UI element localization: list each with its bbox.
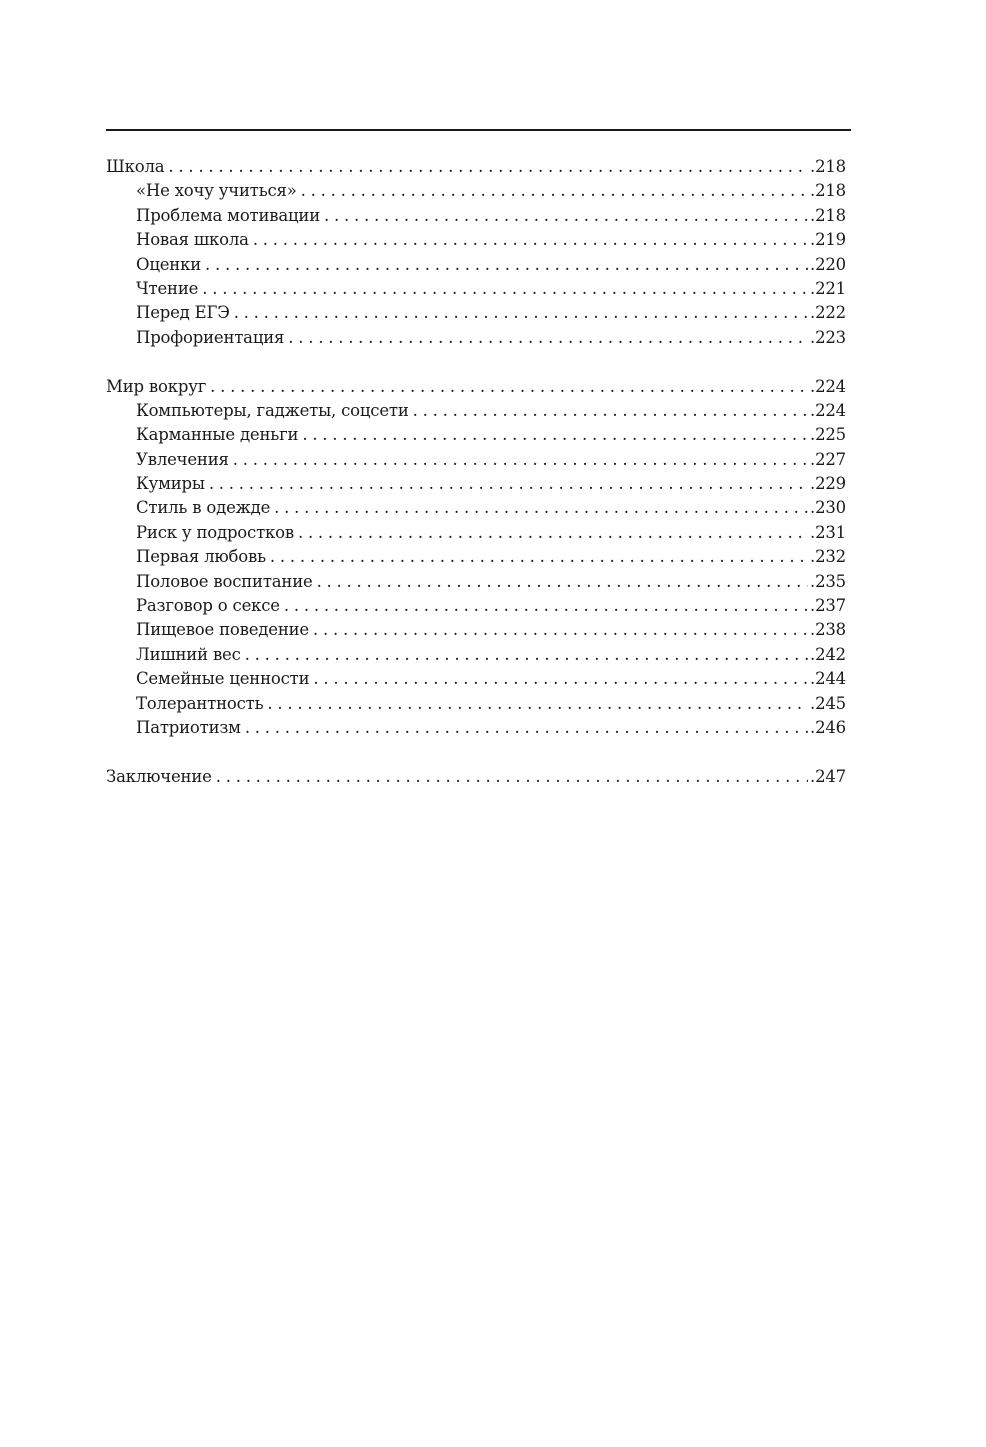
toc-subentry-page: .238 — [810, 620, 846, 640]
toc-entry-page: .218 — [810, 157, 846, 176]
toc-subentry-title: Патриотизм — [136, 717, 241, 737]
toc-subentry-title: Разговор о сексе — [136, 596, 280, 616]
dot-leader — [324, 204, 808, 228]
dot-leader — [298, 521, 808, 545]
toc-subentry-title: Стиль в одежде — [136, 498, 271, 518]
toc-subentry-title: «Не хочу учиться» — [136, 181, 297, 201]
toc-subentry-page: .245 — [810, 693, 846, 713]
dot-leader — [233, 448, 808, 472]
dot-leader — [234, 301, 808, 325]
toc-subentry[interactable] — [106, 277, 846, 301]
toc-subentry[interactable] — [106, 204, 846, 228]
table-of-contents — [106, 155, 846, 814]
toc-subentry-title: Перед ЕГЭ — [136, 303, 230, 323]
toc-subentry-title: Пищевое поведение — [136, 620, 309, 640]
dot-leader — [245, 716, 808, 740]
toc-subentry-page: .218 — [810, 181, 846, 201]
dot-leader — [288, 326, 808, 350]
toc-subentry-page: .237 — [810, 596, 846, 616]
toc-subentry[interactable] — [106, 521, 846, 545]
toc-subentry-title: Кумиры — [136, 474, 205, 494]
toc-subentry-page: .223 — [810, 327, 846, 347]
dot-leader — [302, 423, 808, 447]
dot-leader — [317, 570, 808, 594]
toc-subentry-page: .224 — [810, 400, 846, 420]
toc-subentry[interactable] — [106, 179, 846, 203]
toc-subentry[interactable] — [106, 448, 846, 472]
toc-entry[interactable] — [106, 765, 846, 789]
toc-entry-title: Мир вокруг — [106, 376, 207, 396]
dot-leader — [210, 375, 808, 399]
toc-subentry-title: Оценки — [136, 254, 202, 274]
toc-subentry-title: Карманные деньги — [136, 425, 299, 445]
toc-entry-page: .247 — [810, 766, 846, 786]
toc-subentry-title: Риск у подростков — [136, 522, 294, 542]
dot-leader — [216, 765, 808, 789]
dot-leader — [284, 594, 808, 618]
toc-subentry-page: .244 — [810, 669, 846, 689]
toc-entry-title: Заключение — [106, 766, 212, 786]
toc-subentry-page: .225 — [810, 425, 846, 445]
toc-subentry-title: Лишний вес — [136, 644, 241, 664]
toc-subentry-page: .220 — [810, 254, 846, 274]
toc-subentry-page: .232 — [810, 547, 846, 567]
toc-section-conclusion — [106, 765, 846, 789]
toc-subentry-page: .227 — [810, 449, 846, 469]
toc-subentry-page: .221 — [810, 278, 846, 298]
toc-subentry[interactable] — [106, 570, 846, 594]
toc-subentry[interactable] — [106, 643, 846, 667]
toc-subentry-title: Первая любовь — [136, 547, 266, 567]
toc-subentry[interactable] — [106, 399, 846, 423]
dot-leader — [270, 545, 808, 569]
toc-subentry-title: Новая школа — [136, 230, 249, 250]
toc-subentry-title: Семейные ценности — [136, 669, 310, 689]
toc-subentry[interactable] — [106, 496, 846, 520]
dot-leader — [313, 618, 808, 642]
toc-section-world-around — [106, 375, 846, 741]
toc-subentry[interactable] — [106, 618, 846, 642]
toc-subentry-page: .230 — [810, 498, 846, 518]
toc-subentry-page: .246 — [810, 717, 846, 737]
dot-leader — [267, 692, 808, 716]
dot-leader — [245, 643, 808, 667]
toc-subentry-page: .219 — [810, 230, 846, 250]
toc-subentry-title: Проблема мотивации — [136, 205, 321, 225]
dot-leader — [202, 277, 808, 301]
toc-subentry-title: Половое воспитание — [136, 571, 313, 591]
dot-leader — [301, 179, 808, 203]
toc-subentry-title: Толерантность — [136, 693, 264, 713]
toc-subentry[interactable] — [106, 692, 846, 716]
toc-subentry[interactable] — [106, 716, 846, 740]
toc-subentry-page: .229 — [810, 474, 846, 494]
toc-subentry[interactable] — [106, 472, 846, 496]
toc-subentry-page: .218 — [810, 205, 846, 225]
toc-section-school — [106, 155, 846, 350]
toc-entry-page: .224 — [810, 376, 846, 396]
header-rule — [106, 129, 851, 131]
toc-entry[interactable] — [106, 375, 846, 399]
toc-subentry-page: .231 — [810, 522, 846, 542]
toc-subentry[interactable] — [106, 423, 846, 447]
dot-leader — [168, 155, 808, 179]
toc-subentry[interactable] — [106, 228, 846, 252]
toc-subentry[interactable] — [106, 594, 846, 618]
toc-entry[interactable] — [106, 155, 846, 179]
toc-subentry[interactable] — [106, 667, 846, 691]
toc-subentry-page: .242 — [810, 644, 846, 664]
toc-entry-title: Школа — [106, 157, 165, 176]
toc-subentry-page: .235 — [810, 571, 846, 591]
toc-subentry[interactable] — [106, 326, 846, 350]
toc-subentry[interactable] — [106, 253, 846, 277]
toc-subentry-page: .222 — [810, 303, 846, 323]
dot-leader — [253, 228, 808, 252]
toc-subentry[interactable] — [106, 545, 846, 569]
toc-subentry-title: Компьютеры, гаджеты, соцсети — [136, 400, 409, 420]
toc-subentry[interactable] — [106, 301, 846, 325]
toc-subentry-title: Увлечения — [136, 449, 229, 469]
toc-subentry-title: Профориентация — [136, 327, 285, 347]
toc-subentry-title: Чтение — [136, 278, 199, 298]
dot-leader — [274, 496, 808, 520]
dot-leader — [313, 667, 808, 691]
dot-leader — [205, 253, 808, 277]
dot-leader — [413, 399, 808, 423]
dot-leader — [209, 472, 808, 496]
